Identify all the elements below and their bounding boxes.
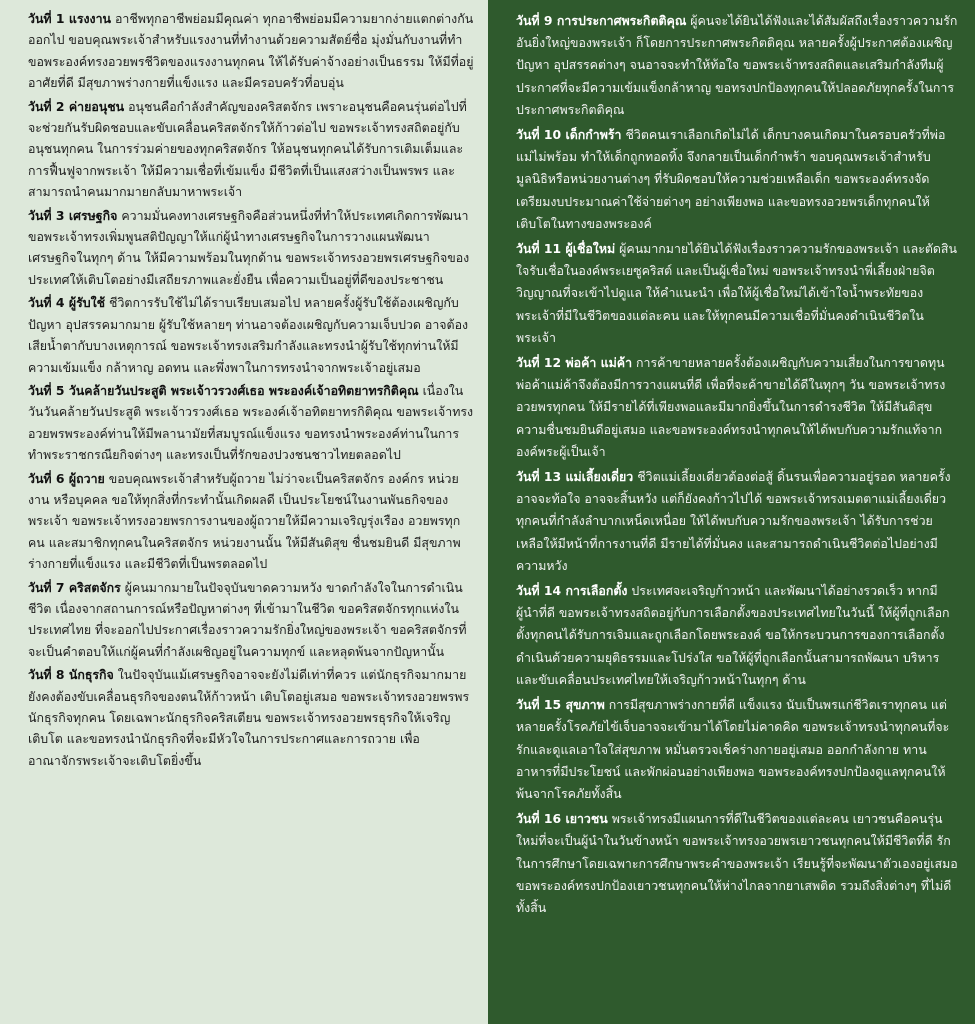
prayer-body: อนุชนคือกำลังสำคัญของคริสตจักร เพราะอนุชนคือคนรุ่นต่อไปที่จะช่วยกันรับผิดชอบและขับเคลื่อนคริสตจักรให้ก้าวต่อไป ขอพระเจ้าทรงสถิตอยู่กับอนุชนทุกคน ในการร่วมค่ายของทุกคริสตจักร ให้อนุชนทุกคนได้รับการเติมเต็มและการฟื้นฟูจากพระเจ้า ให้มีความเชื่อที่เข้มแข็ง มีชีวิตที่เป็นแสงสว่างเป็นพรพร และสามารถนำคนมากมายกลับมาหาพระเจ้า bbox=[28, 98, 467, 200]
prayer-heading: วันที่ 15 สุขภาพ bbox=[516, 697, 605, 713]
prayer-body: ผู้คนมากมายได้ยินได้ฟังเรื่องราวความรักของพระเจ้า และตัดสินใจรับเชื่อในองค์พระเยซูคริสต์ และเป็นผู้เชื่อใหม่ ขอพระเจ้าทรงนำพี่เลี้ยงฝ่ายจิตวิญญาณที่จะเข้าไปดูแล ให้คำแนะนำ เพื่อให้ผู้เชื่อใหม่ได้เข้าใจน้ำพระทัยของพระเจ้าที่มีในชีวิตของแต่ละคน และให้ทุกคนมีความเชื่อที่มั่นคงดำเนินชีวิตในพระเจ้า bbox=[516, 241, 957, 345]
prayer-item-day-11 bbox=[516, 238, 959, 349]
prayer-body: ชีวิตการรับใช้ไม่ได้ราบเรียบเสมอไป หลายครั้งผู้รับใช้ต้องเผชิญกับปัญหา อุปสรรคมากมาย ผู้รับใช้หลายๆ ท่านอาจต้องเผชิญกับความเจ็บปวด อาจต้องเสียน้ำตากับบางเหตุการณ์ ขอพระเจ้าทรงเสริมกำลังและทรงนำผู้รับใช้ทุกท่านให้มีความเข้มแข็ง กล้าหาญ อดทน และพึ่งพาในการทรงนำจากพระเจ้าอยู่เสมอ bbox=[28, 295, 469, 375]
prayer-body: ในปัจจุบันแม้เศรษฐกิจอาจจะยังไม่ดีเท่าที่ควร แต่นักธุรกิจมากมายยังคงต้องขับเคลื่อนธุรกิจของตนให้ก้าวหน้า เติบโตอยู่เสมอ ขอพระเจ้าทรงอวยพรพรนักธุรกิจทุกคน โดยเฉพาะนักธุรกิจคริสเตียน ขอพระเจ้าทรงอวยพรธุรกิจให้เจริญเติบโต และขอทรงนำนักธุรกิจที่จะมีหัวใจในการประกาศและการถวาย เพื่ออาณาจักรพระเจ้าจะเติบโตยิ่งขึ้น bbox=[28, 667, 470, 768]
prayer-heading: วันที่ 11 ผู้เชื่อใหม่ bbox=[516, 241, 616, 257]
prayer-heading: วันที่ 13 แม่เลี้ยงเดี่ยว bbox=[516, 469, 634, 485]
prayer-heading: วันที่ 8 นักธุรกิจ bbox=[28, 667, 114, 683]
prayer-item-day-7 bbox=[28, 577, 474, 663]
prayer-heading: วันที่ 10 เด็กกำพร้า bbox=[516, 127, 622, 143]
prayer-body: ชีวิตแม่เลี้ยงเดี่ยวต้องต่อสู้ ดิ้นรนเพื่อความอยู่รอด หลายครั้งอาจจะท้อใจ อาจจะสิ้นหวัง แต่ก็ยังคงก้าวไปได้ ขอพระเจ้าทรงเมตตาแม่เลี้ยงเดี่ยวทุกคนที่กำลังลำบากเหน็ดเหนื่อย ให้ได้พบกับความรักของพระเจ้า ได้รับการช่วยเหลือให้มีหน้าที่การงานที่ดี มีรายได้ที่มั่นคง และสามารถดำเนินชีวิตต่อไปอย่างมีความหวัง bbox=[516, 469, 951, 573]
prayer-heading: วันที่ 14 การเลือกตั้ง bbox=[516, 583, 628, 599]
prayer-body: พระเจ้าทรงมีแผนการที่ดีในชีวิตของแต่ละคน เยาวชนคือคนรุ่นใหม่ที่จะเป็นผู้นำในวันข้างหน้า ขอพระเจ้าทรงอวยพรเยาวชนทุกคนให้มีชีวิตที่ดี รักในการศึกษาโดยเฉพาะการศึกษาพระคำของพระเจ้า เรียนรู้ที่จะพัฒนาตัวเองอยู่เสมอ ขอพระองค์ทรงปกป้องเยาวชนทุกคนให้ห่างไกลจากยาเสพติด รวมถึงสิ่งต่างๆ ที่ไม่ดีทั้งสิ้น bbox=[516, 811, 958, 915]
prayer-body: ความมั่นคงทางเศรษฐกิจคือส่วนหนึ่งที่ทำให้ประเทศเกิดการพัฒนา ขอพระเจ้าทรงเพิ่มพูนสติปัญญาให้แก่ผู้นำทางเศรษฐกิจในการวางแผนพัฒนาเศรษฐกิจในทุกๆ ด้าน ให้มีความพร้อมในทุกด้าน ขอพระเจ้าทรงอวยพรเศรษฐกิจของประเทศให้เติบโตอย่างมีเสถียรภาพและยั่งยืน เพื่อความเป็นอยู่ที่ดีของประชาชน bbox=[28, 207, 470, 287]
prayer-heading: วันที่ 4 ผู้รับใช้ bbox=[28, 295, 106, 311]
prayer-heading: วันที่ 6 ผู้ถวาย bbox=[28, 470, 105, 486]
prayer-heading: วันที่ 16 เยาวชน bbox=[516, 811, 608, 827]
prayer-heading: วันที่ 2 ค่ายอนุชน bbox=[28, 98, 125, 114]
prayer-body: ชีวิตคนเราเลือกเกิดไม่ได้ เด็กบางคนเกิดมาในครอบครัวที่พ่อแม่ไม่พร้อม ทำให้เด็กถูกทอดทิ้ง จึงกลายเป็นเด็กกำพร้า ขอบคุณพระเจ้าสำหรับมูลนิธิหรือหน่วยงานต่างๆ ที่รับผิดชอบให้ความช่วยเหลือเด็ก ขอพระองค์ทรงจัดเตรียมงบประมาณค่าใช้จ่ายต่างๆ อย่างเพียงพอ และขอทรงอวยพรเด็กทุกคนให้เติบโตในทางของพระองค์ bbox=[516, 127, 946, 231]
prayer-item-day-12 bbox=[516, 352, 959, 463]
prayer-body: ประเทศจะเจริญก้าวหน้า และพัฒนาได้อย่างรวดเร็ว หากมีผู้นำที่ดี ขอพระเจ้าทรงสถิตอยู่กับการเลือกตั้งของประเทศไทยในวันนี้ ให้ผู้ที่ถูกเลือกตั้งทุกคนได้รับการเจิมและถูกเลือกโดยพระองค์ ขอให้กระบวนการของการเลือกตั้งดำเนินด้วยความยุติธรรมและโปร่งใส ขอให้ผู้ที่ถูกเลือกนั้นสามารถพัฒนา บริหาร และขับเคลื่อนประเทศไทยให้เจริญก้าวหน้าในทุกๆ ด้าน bbox=[516, 583, 950, 687]
prayer-heading: วันที่ 12 พ่อค้า แม่ค้า bbox=[516, 355, 633, 371]
prayer-body: เนื่องในวันวันคล้ายวันประสูติ พระเจ้าวรวงศ์เธอ พระองค์เจ้าอทิตยาทรกิติคุณ ขอพระเจ้าทรงอวยพรพระองค์ท่านให้มีพลานามัยที่สมบูรณ์แข็งแรง ขอทรงนำพระองค์ท่านในการทำพระราชกรณียกิจต่างๆ และทรงเป็นที่รักของปวงชนชาวไทยตลอดไป bbox=[28, 382, 474, 463]
prayer-item-day-5 bbox=[28, 380, 474, 466]
prayer-body: การมีสุขภาพร่างกายที่ดี แข็งแรง นับเป็นพรแก่ชีวิตเราทุกคน แต่หลายครั้งโรคภัยไข้เจ็บอาจจะเข้ามาได้โดยไม่คาดคิด ขอพระเจ้าทรงนำทุกคนที่จะรักและดูแลเอาใจใส่สุขภาพ หมั่นตรวจเช็คร่างกายอยู่เสมอ ออกกำลังกาย ทานอาหารที่มีประโยชน์ และพักผ่อนอย่างเพียงพอ ขอพระองค์ทรงปกป้องดูแลทุกคนให้พ้นจากโรคภัยทั้งสิ้น bbox=[516, 697, 950, 801]
prayer-heading: วันที่ 3 เศรษฐกิจ bbox=[28, 207, 118, 223]
prayer-item-day-9 bbox=[516, 10, 959, 121]
prayer-item-day-4 bbox=[28, 292, 474, 378]
prayer-body: ผู้คนมากมายในปัจจุบันขาดความหวัง ขาดกำลังใจในการดำเนินชีวิต เนื่องจากสถานการณ์หรือปัญหาต่างๆ ที่เข้ามาในชีวิต ขอคริสตจักรทุกแห่งในประเทศไทย ที่จะออกไปประกาศเรื่องราวความรักยิ่งใหญ่ของพระเจ้า ขอคริสตจักรที่จะเป็นคำตอบให้แก่ผู้คนที่กำลังเผชิญอยู่ในความทุกข์ และหลุดพ้นจากปัญหานั้น bbox=[28, 579, 467, 659]
prayer-item-day-13 bbox=[516, 466, 959, 577]
prayer-heading: วันที่ 9 การประกาศพระกิตติคุณ bbox=[516, 13, 687, 28]
prayer-item-day-3 bbox=[28, 205, 474, 291]
right-column bbox=[488, 0, 975, 1024]
prayer-item-day-15 bbox=[516, 694, 959, 805]
prayer-item-day-6 bbox=[28, 468, 474, 575]
prayer-item-day-1 bbox=[28, 8, 474, 94]
prayer-body: อาชีพทุกอาชีพย่อมมีคุณค่า ทุกอาชีพย่อมมีความยากง่ายแตกต่างกันออกไป ขอบคุณพระเจ้าสำหรับแรงงานที่ทำงานด้วยความสัตย์ซื่อ มุ่งมั่นกับงานที่ทำ ขอพระองค์ทรงอวยพรชีวิตของแรงงานทุกคน ให้ได้รับค่าจ้างอย่างเป็นธรรม ให้มีที่อยู่อาศัยที่ดี มีสุขภาพร่างกายที่แข็งแรง และมีครอบครัวที่อบอุ่น bbox=[28, 11, 474, 91]
prayer-item-day-14 bbox=[516, 580, 959, 691]
prayer-item-day-8 bbox=[28, 664, 474, 771]
prayer-heading: วันที่ 1 แรงงาน bbox=[28, 11, 112, 26]
prayer-body: ขอบคุณพระเจ้าสำหรับผู้ถวาย ไม่ว่าจะเป็นคริสตจักร องค์กร หน่วยงาน หรือบุคคล ขอให้ทุกสิ่งที่กระทำนั้นเกิดผลดี เป็นประโยชน์ในงานพันธกิจของพระเจ้า ขอพระเจ้าทรงอวยพรการงานของผู้ถวายให้มีความเจริญรุ่งเรือง อวยพรทุกคน และสมาชิกทุกคนในคริสตจักร หน่วยงานนั้น ให้มีสันติสุข ชื่นชมยินดี มีสุขภาพร่างกายที่แข็งแรง และมีชีวิตที่เป็นพรตลอดไป bbox=[28, 470, 461, 572]
prayer-item-day-16 bbox=[516, 808, 959, 919]
prayer-body: ผู้คนจะได้ยินได้ฟังและได้สัมผัสถึงเรื่องราวความรักอันยิ่งใหญ่ของพระเจ้า ก็โดยการประกาศพระกิตติคุณ หลายครั้งผู้ประกาศต้องเผชิญปัญหา อุปสรรคต่างๆ จนอาจจะทำให้ท้อใจ ขอพระเจ้าทรงสถิตและเสริมกำลังทีมผู้ประกาศที่จะมีความเข้มแข็งกล้าหาญ ขอทรงปกป้องทุกคนให้ปลอดภัยทุกครั้งในการประกาศพระกิตติคุณ bbox=[516, 13, 958, 117]
prayer-heading: วันที่ 5 วันคล้ายวันประสูติ พระเจ้าวรวงศ์เธอ พระองค์เจ้าอทิตยาทรกิติคุณ bbox=[28, 382, 419, 398]
prayer-body: การค้าขายหลายครั้งต้องเผชิญกับความเสี่ยงในการขาดทุน พ่อค้าแม่ค้าจึงต้องมีการวางแผนที่ดี เพื่อที่จะค้าขายได้ดีในทุกๆ วัน ขอพระเจ้าทรงอวยพรทุกคน ให้มีรายได้ที่เพียงพอและมีมากยิ่งขึ้นในการดำรงชีวิต ให้มีสันติสุข ความชื่นชมยินดีอยู่เสมอ และขอพระองค์ทรงนำทุกคนให้ได้พบกับความรักแท้จากองค์พระผู้เป็นเจ้า bbox=[516, 355, 946, 459]
prayer-heading: วันที่ 7 คริสตจักร bbox=[28, 579, 121, 595]
prayer-item-day-2 bbox=[28, 96, 474, 203]
prayer-item-day-10 bbox=[516, 124, 959, 235]
